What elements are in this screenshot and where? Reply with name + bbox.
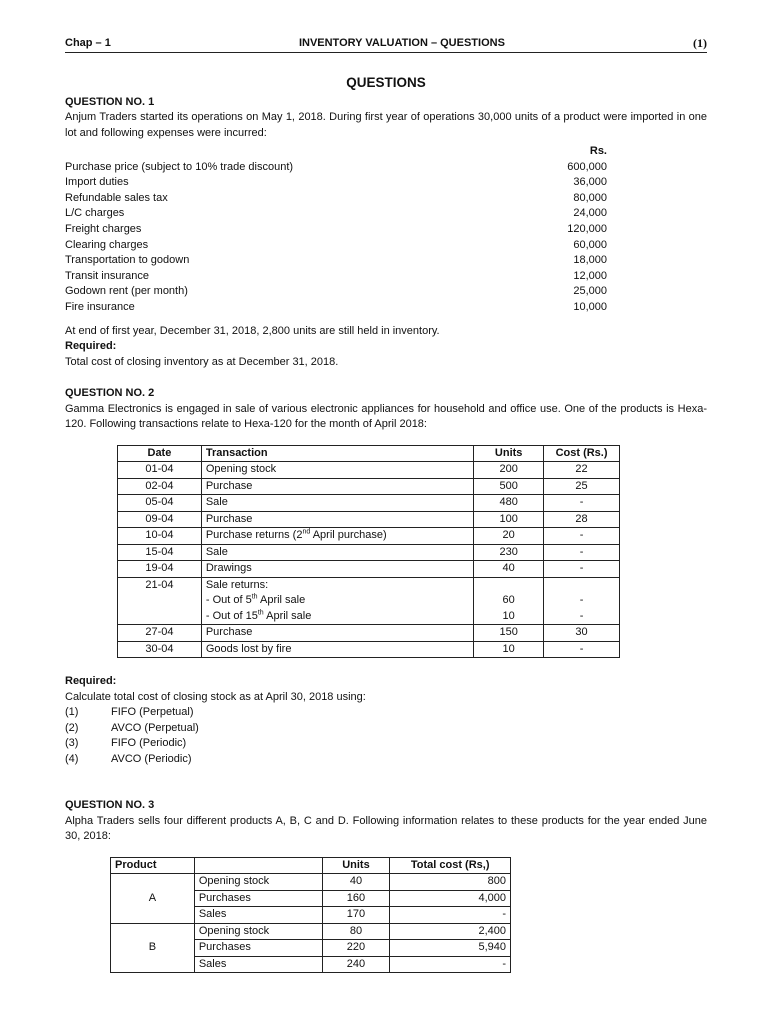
expense-label: Purchase price (subject to 10% trade discount): [65, 160, 294, 173]
expense-label: L/C charges: [65, 207, 125, 220]
expense-label: Fire insurance: [65, 300, 135, 313]
units-cell: [474, 577, 544, 625]
col-cost: Cost (Rs.): [544, 445, 620, 462]
expense-amount: 36,000: [573, 176, 607, 189]
page-number: (1): [693, 36, 707, 50]
transaction-cell: Sale: [201, 495, 473, 512]
method-number: (1): [65, 706, 79, 719]
table-row: [111, 874, 511, 891]
units-cell: 500: [474, 478, 544, 495]
col-item: [194, 857, 322, 874]
expense-label: Refundable sales tax: [65, 191, 168, 204]
cost-cell: 25: [544, 478, 620, 495]
cost-cell: 2,400: [390, 923, 511, 940]
cost-cell: 28: [544, 511, 620, 528]
q3-intro: Alpha Traders sells four different products A, B, C and D. Following information relates to these products for the year ended June 30, 2018:: [65, 814, 707, 843]
col-product: Product: [111, 857, 195, 874]
expense-amount: 18,000: [573, 254, 607, 267]
expense-row: [65, 300, 707, 316]
expense-row: [65, 269, 707, 285]
date-cell: 27-04: [118, 625, 202, 642]
running-header: [65, 36, 707, 52]
date-cell: 15-04: [118, 544, 202, 561]
header-title: INVENTORY VALUATION – QUESTIONS: [298, 37, 505, 49]
header-rule: [65, 52, 707, 53]
expense-row: [65, 175, 707, 191]
txn-line: [206, 593, 469, 609]
expense-label: Godown rent (per month): [65, 285, 188, 298]
expense-amount: 24,000: [573, 207, 607, 220]
expense-label: Freight charges: [65, 223, 142, 236]
table-row: [118, 561, 620, 578]
cost-cell: -: [544, 495, 620, 512]
method-text: AVCO (Periodic): [111, 752, 192, 765]
date-cell: 02-04: [118, 478, 202, 495]
txn-text: April sale: [257, 594, 306, 607]
q3-heading: QUESTION NO. 3: [65, 799, 155, 812]
cost-cell: 5,940: [390, 940, 511, 957]
expense-row: [65, 222, 707, 238]
transaction-cell: [201, 577, 473, 625]
expense-amount: 25,000: [573, 285, 607, 298]
date-cell: 01-04: [118, 462, 202, 479]
col-date: Date: [118, 445, 202, 462]
table-row: [118, 528, 620, 545]
table-row: [118, 641, 620, 658]
units-cell: 150: [474, 625, 544, 642]
units-cell: 240: [322, 956, 390, 973]
col-transaction: Transaction: [201, 445, 473, 462]
expense-label: Clearing charges: [65, 238, 149, 251]
chapter-label: Chap – 1: [65, 37, 111, 49]
date-cell: 21-04: [118, 577, 202, 625]
expense-row: [65, 191, 707, 207]
table-row: [118, 544, 620, 561]
method-number: (4): [65, 752, 79, 765]
q2-intro: Gamma Electronics is engaged in sale of various electronic appliances for household and office use. One of the products is Hexa-120. Following transactions relate to Hexa-120 for the month of April 2018:: [65, 402, 707, 431]
q2-required-label: Required:: [65, 675, 117, 688]
cost-cell: [544, 577, 620, 625]
units-cell: 480: [474, 495, 544, 512]
item-cell: Purchases: [194, 890, 322, 907]
expense-amount: 120,000: [567, 223, 607, 236]
method-text: FIFO (Perpetual): [111, 706, 194, 719]
cost-cell: -: [390, 907, 511, 924]
expense-amount: 80,000: [573, 191, 607, 204]
product-cell: B: [111, 923, 195, 973]
expense-amount: 12,000: [573, 269, 607, 282]
method-item: [65, 721, 707, 737]
units-cell: 10: [474, 641, 544, 658]
expense-row: [65, 284, 707, 300]
transaction-cell: Opening stock: [201, 462, 473, 479]
txn-text: April sale: [263, 609, 312, 622]
q2-required-text: Calculate total cost of closing stock as at April 30, 2018 using:: [65, 690, 366, 703]
page-title: QUESTIONS: [346, 75, 426, 90]
method-item: [65, 752, 707, 768]
table-row: [118, 462, 620, 479]
q2-heading: QUESTION NO. 2: [65, 387, 155, 400]
cost-cell: 800: [390, 874, 511, 891]
item-cell: Opening stock: [194, 874, 322, 891]
col-units: Units: [474, 445, 544, 462]
units-cell: 20: [474, 528, 544, 545]
txn-line: [206, 609, 469, 625]
expense-row: [65, 160, 707, 176]
table-row-sale-returns: [118, 577, 620, 625]
transaction-cell: Purchase: [201, 511, 473, 528]
item-cell: Opening stock: [194, 923, 322, 940]
txn-sup: nd: [302, 528, 311, 536]
item-cell: Purchases: [194, 940, 322, 957]
method-text: AVCO (Perpetual): [111, 721, 199, 734]
q1-closing-note: At end of first year, December 31, 2018, 2,800 units are still held in inventory.: [65, 324, 440, 337]
units-cell: 100: [474, 511, 544, 528]
currency-header: Rs.: [589, 145, 607, 158]
method-number: (2): [65, 721, 79, 734]
txn-text: - Out of 15: [205, 609, 258, 622]
transaction-cell: Purchase: [201, 478, 473, 495]
units-value: 10: [502, 609, 515, 622]
table-row: [118, 495, 620, 512]
units-cell: 220: [322, 940, 390, 957]
cost-cell: -: [544, 641, 620, 658]
q1-expense-table: [65, 144, 707, 316]
q2-methods-list: [65, 705, 707, 767]
expense-amount: 10,000: [573, 300, 607, 313]
item-cell: Sales: [194, 956, 322, 973]
units-cell: 170: [322, 907, 390, 924]
q2-transactions-table: [117, 445, 620, 659]
item-cell: Sales: [194, 907, 322, 924]
q1-required-text: Total cost of closing inventory as at December 31, 2018.: [65, 355, 339, 368]
transaction-cell: Purchase: [201, 625, 473, 642]
txn-text: April purchase): [310, 529, 387, 542]
expense-label: Import duties: [65, 176, 129, 189]
date-cell: 30-04: [118, 641, 202, 658]
cost-cell: 30: [544, 625, 620, 642]
transaction-cell: [201, 528, 473, 545]
document-page: [65, 36, 707, 973]
txn-sup: th: [251, 593, 258, 601]
expense-row: [65, 238, 707, 254]
cost-cell: -: [544, 544, 620, 561]
cost-cell: -: [544, 561, 620, 578]
cost-cell: 22: [544, 462, 620, 479]
expense-label: Transportation to godown: [65, 254, 190, 267]
spacer: [478, 578, 539, 594]
expense-row: [65, 253, 707, 269]
date-cell: 19-04: [118, 561, 202, 578]
cost-cell: -: [544, 528, 620, 545]
col-total-cost: Total cost (Rs,): [390, 857, 511, 874]
units-cell: 40: [322, 874, 390, 891]
q1-required-label: Required:: [65, 340, 117, 353]
method-number: (3): [65, 737, 79, 750]
transaction-cell: Goods lost by fire: [201, 641, 473, 658]
expense-amount: 600,000: [567, 160, 607, 173]
units-cell: 80: [322, 923, 390, 940]
transaction-cell: Sale: [201, 544, 473, 561]
units-cell: 200: [474, 462, 544, 479]
cost-value: -: [579, 594, 584, 607]
method-item: [65, 705, 707, 721]
col-units: Units: [322, 857, 390, 874]
date-cell: 05-04: [118, 495, 202, 512]
table-row: [118, 625, 620, 642]
transaction-cell: Drawings: [201, 561, 473, 578]
q1-heading: QUESTION NO. 1: [65, 95, 155, 108]
q3-products-table: [110, 857, 511, 974]
units-cell: 230: [474, 544, 544, 561]
txn-text: - Out of 5: [205, 594, 252, 607]
expense-row: [65, 206, 707, 222]
cost-cell: 4,000: [390, 890, 511, 907]
table-row: [118, 478, 620, 495]
units-cell: 160: [322, 890, 390, 907]
method-item: [65, 736, 707, 752]
date-cell: 09-04: [118, 511, 202, 528]
txn-text: Sale returns:: [205, 578, 269, 591]
txn-text: Purchase returns (2: [205, 529, 303, 542]
cost-value: -: [579, 609, 584, 622]
expense-label: Transit insurance: [65, 269, 149, 282]
q1-intro: Anjum Traders started its operations on May 1, 2018. During first year of operations 30,000 units of a product were imported in one lot and following expenses were incurred:: [65, 111, 707, 139]
units-value: 60: [502, 594, 515, 607]
txn-sup: th: [257, 608, 264, 616]
method-text: FIFO (Periodic): [111, 737, 187, 750]
product-cell: A: [111, 874, 195, 924]
date-cell: 10-04: [118, 528, 202, 545]
expense-amount: 60,000: [573, 238, 607, 251]
units-cell: 40: [474, 561, 544, 578]
spacer: [548, 578, 615, 594]
table-row: [111, 923, 511, 940]
table-row: [118, 511, 620, 528]
cost-cell: -: [390, 956, 511, 973]
